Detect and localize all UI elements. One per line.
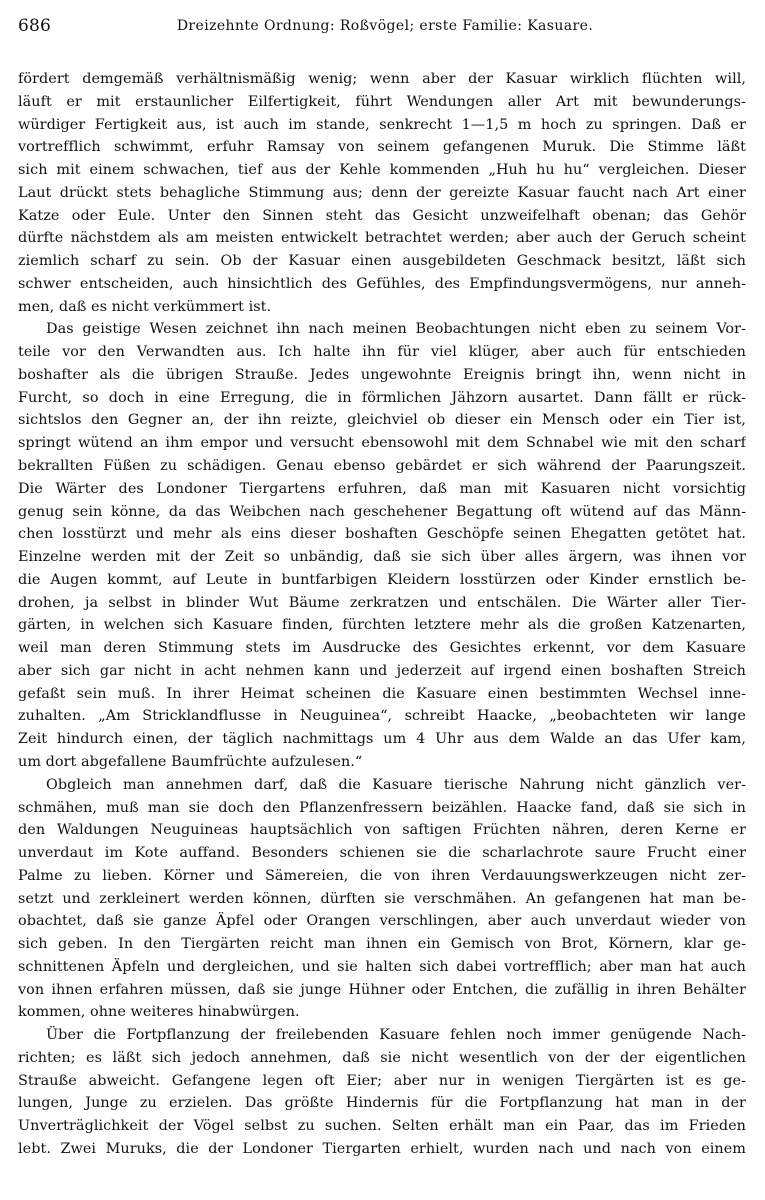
- text-line: bekrallten Füßen zu schädigen. Genau ebenso gebärdet er sich während der Paarungszeit.: [18, 458, 746, 475]
- text-line: Das geistige Wesen zeichnet ihn nach meinen Beobachtungen nicht eben zu seinem Vor-: [46, 321, 746, 338]
- text-line: läuft er mit erstaunlicher Eilfertigkeit, führt Wendungen aller Art mit bewunderungs-: [18, 93, 746, 110]
- text-line: setzt und zerkleinert werden können, dürften sie verschmähen. An gefangenen hat man be-: [18, 890, 746, 907]
- text-line: zuhalten. „Am Stricklandflusse in Neuguinea“, schreibt Haacke, „beobachteten wir lange: [18, 708, 746, 725]
- page-header: [18, 16, 746, 46]
- text-line: um dort abgefallene Baumfrüchte aufzulesen.“: [18, 753, 363, 770]
- text-line: schnittenen Äpfeln und dergleichen, und sie halten sich dabei vortrefflich; aber man hat auch: [18, 958, 746, 975]
- text-line: drohen, ja selbst in blinder Wut Bäume zerkratzen und entschälen. Die Wärter aller Tier-: [18, 594, 746, 611]
- text-line: Unverträglichkeit der Vögel selbst zu suchen. Selten erhält man ein Paar, das im Frieden: [18, 1118, 746, 1135]
- text-line: teile vor den Verwandten aus. Ich halte ihn für viel klüger, aber auch für entschieden: [18, 344, 746, 361]
- text-line: richten; es läßt sich jedoch annehmen, daß sie nicht wesentlich von der der eigentlichen: [18, 1049, 746, 1066]
- text-line: würdiger Fertigkeit aus, ist auch im stande, senkrecht 1—1,5 m hoch zu springen. Daß er: [18, 116, 746, 133]
- text-line: fördert demgemäß verhältnismäßig wenig; wenn aber der Kasuar wirklich flüchten will,: [18, 71, 746, 87]
- text-line: obachtet, daß sie ganze Äpfel oder Orangen verschlingen, aber auch unverdaut wieder von: [18, 913, 746, 930]
- text-line: Palme zu lieben. Körner und Sämereien, die von ihren Verdauungswerkzeugen nicht zer-: [18, 867, 746, 884]
- text-line: boshafter als die übrigen Strauße. Jedes ungewohnte Ereignis bringt ihn, wenn nicht in: [18, 366, 746, 383]
- text-line: sich mit einem schwachen, tief aus der Kehle kommenden „Huh hu hu“ vergleichen. Dieser: [18, 162, 746, 179]
- text-line: gärten, in welchen sich Kasuare finden, fürchten letztere mehr als die großen Katzenarten,: [18, 617, 746, 634]
- body-text: [18, 68, 746, 1161]
- text-line: lebt. Zwei Muruks, die der Londoner Tiergarten erhielt, wurden nach und nach von einem: [18, 1140, 746, 1157]
- text-line: springt wütend an ihm empor und versucht ebensowohl mit dem Schnabel wie mit den scharf: [18, 435, 746, 452]
- text-line: die Augen kommt, auf Leute in buntfarbigen Kleidern losstürzen oder Kinder ernstlich be-: [18, 571, 746, 588]
- text-line: men, daß es nicht verkümmert ist.: [18, 298, 272, 315]
- book-page: [18, 16, 746, 1184]
- text-line: weil man deren Stimmung stets im Ausdrucke des Gesichtes erkennt, vor dem Kasuare: [18, 640, 746, 657]
- running-head: Dreizehnte Ordnung: Roßvögel; erste Familie: Kasuare.: [176, 18, 594, 34]
- text-line: Die Wärter des Londoner Tiergartens erfuhren, daß man mit Kasuaren nicht vorsichtig: [18, 480, 746, 497]
- text-line: Obgleich man annehmen darf, daß die Kasuare tierische Nahrung nicht gänzlich ver-: [46, 776, 746, 793]
- text-line: aber sich gar nicht in acht nehmen kann und jederzeit auf irgend einen boshaften Streich: [18, 662, 746, 679]
- text-line: ziemlich scharf zu sein. Ob der Kasuar einen ausgebildeten Geschmack besitzt, läßt sich: [18, 253, 746, 270]
- text-line: den Waldungen Neuguineas hauptsächlich von saftigen Früchten nähren, deren Kerne er: [18, 822, 746, 839]
- text-line: unverdaut im Kote auffand. Besonders schienen sie die scharlachrote saure Frucht einer: [18, 845, 746, 862]
- text-line: Zeit hindurch einen, der täglich nachmittags um 4 Uhr aus dem Walde an das Ufer kam,: [18, 731, 746, 748]
- text-line: Über die Fortpflanzung der freilebenden Kasuare fehlen noch immer genügende Nach-: [46, 1027, 746, 1044]
- text-line: gefaßt sein muß. In ihrer Heimat scheinen die Kasuare einen bestimmten Wechsel inne-: [18, 685, 746, 702]
- text-line: Einzelne werden mit der Zeit so unbändig, daß sie sich über alles ärgern, was ihnen vor: [18, 549, 746, 566]
- text-line: vortrefflich schwimmt, erfuhr Ramsay von seinem gefangenen Muruk. Die Stimme läßt: [18, 139, 746, 156]
- text-line: von ihnen erfahren müssen, daß sie junge Hühner oder Entchen, die zufällig in ihren Behälter: [18, 981, 746, 998]
- text-line: chen losstürzt und mehr als eins dieser boshaften Geschöpfe seinen Ehegatten getötet hat.: [18, 526, 746, 543]
- text-line: kommen, ohne weiteres hinabwürgen.: [18, 1004, 300, 1021]
- text-line: schmähen, muß man sie doch den Pflanzenfressern beizählen. Haacke fand, daß sie sich in: [18, 799, 746, 816]
- text-line: Strauße abweicht. Gefangene legen oft Eier; aber nur in wenigen Tiergärten ist es ge-: [18, 1072, 746, 1089]
- text-line: schwer entscheiden, auch hinsichtlich des Gefühles, des Empfindungsvermögens, nur anneh-: [18, 275, 746, 292]
- text-line: dürfte nächstdem als am meisten entwickelt betrachtet werden; aber auch der Geruch scheint: [18, 230, 746, 247]
- text-line: Furcht, so doch in eine Erregung, die in förmlichen Jähzorn ausartet. Dann fällt er rück-: [18, 389, 746, 406]
- text-line: Katze oder Eule. Unter den Sinnen steht das Gesicht unzweifelhaft obenan; das Gehör: [18, 207, 746, 224]
- text-line: Laut drückt stets behagliche Stimmung aus; denn der gereizte Kasuar faucht nach Art einer: [18, 184, 746, 201]
- text-line: sichtslos den Gegner an, der ihn reizte, gleichviel ob dieser ein Mensch oder ein Tier ist,: [18, 412, 746, 429]
- page-number: 686: [18, 16, 52, 36]
- text-line: genug sein könne, da das Weibchen nach geschehener Begattung oft wütend auf das Männ-: [18, 503, 746, 520]
- text-line: lungen, Junge zu erzielen. Das größte Hindernis für die Fortpflanzung hat man in der: [18, 1095, 746, 1112]
- text-line: sich geben. In den Tiergärten reicht man ihnen ein Gemisch von Brot, Körnern, klar ge-: [18, 936, 746, 953]
